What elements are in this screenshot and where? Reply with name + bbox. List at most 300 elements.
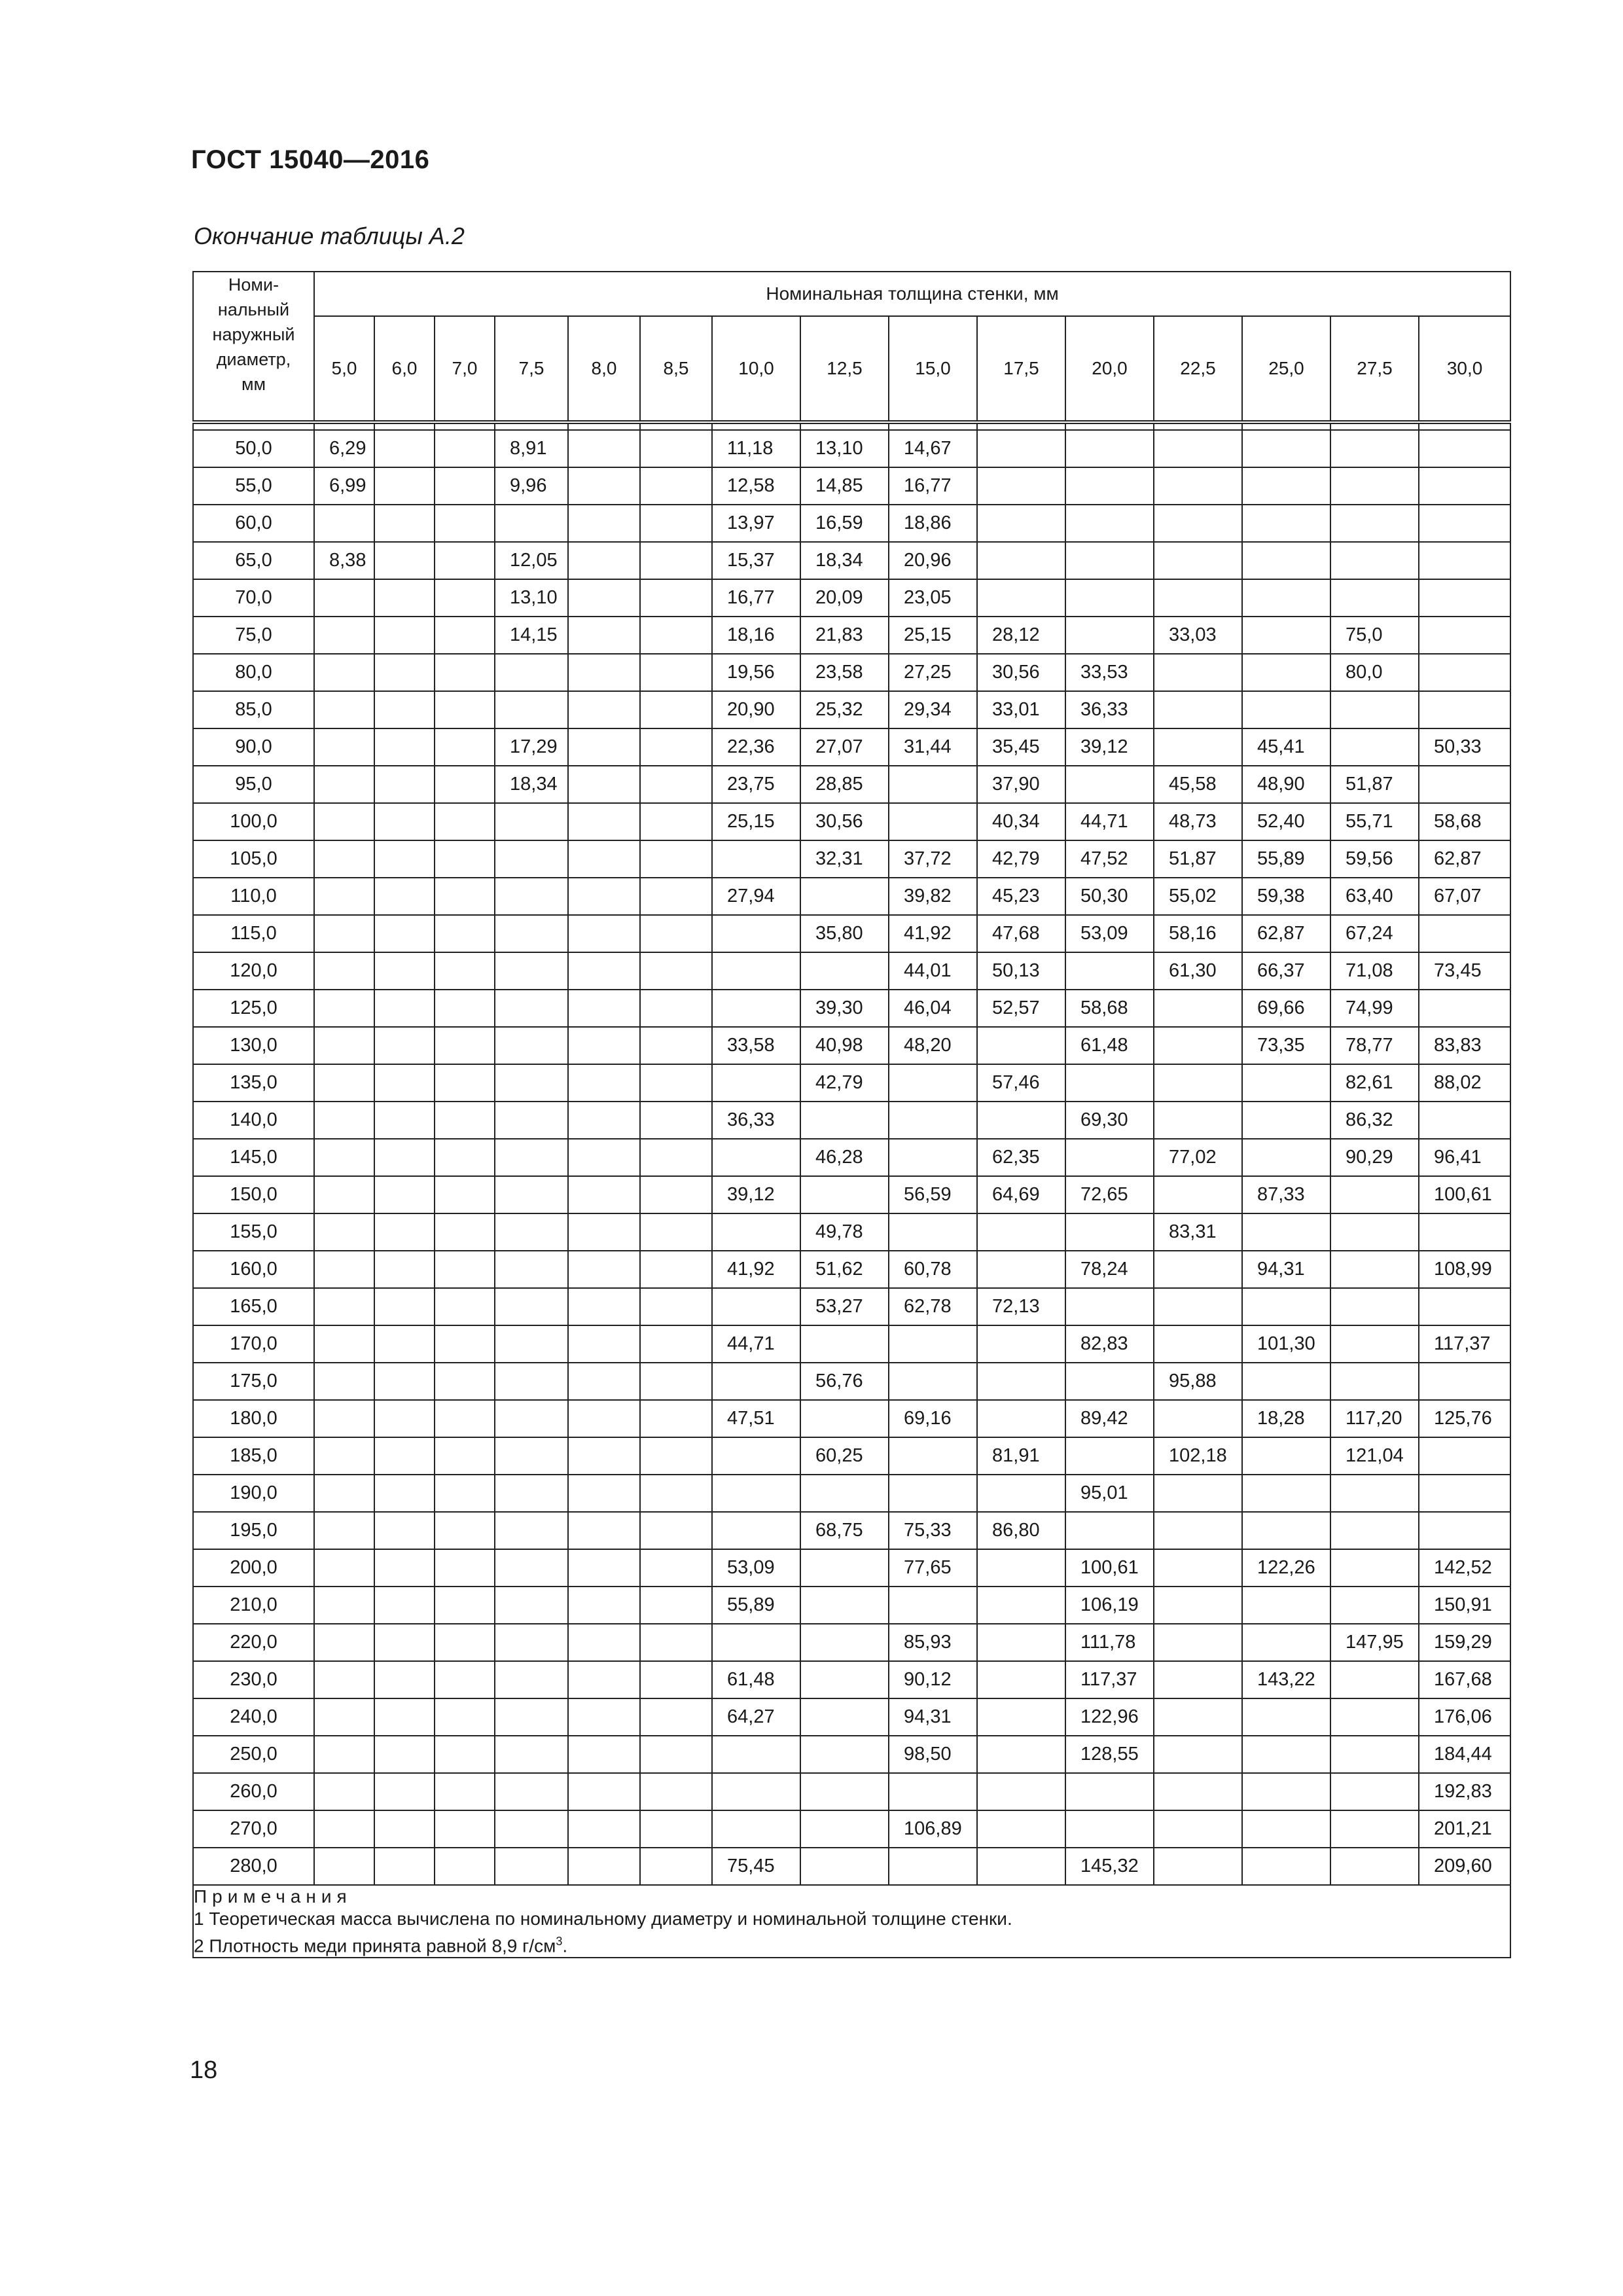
mass-cell: 74,99	[1330, 990, 1419, 1027]
mass-cell	[1419, 691, 1510, 728]
mass-cell: 61,30	[1154, 952, 1242, 990]
mass-cell	[800, 1176, 889, 1213]
mass-cell: 62,78	[889, 1288, 977, 1325]
separator-cell	[977, 422, 1065, 430]
note-2-superscript: 3	[556, 1935, 563, 1948]
mass-cell: 62,87	[1242, 915, 1330, 952]
mass-cell	[640, 766, 712, 803]
mass-cell	[495, 915, 568, 952]
mass-cell	[495, 1400, 568, 1437]
thickness-column-header: 15,0	[889, 316, 977, 422]
mass-cell	[1242, 1363, 1330, 1400]
mass-cell: 77,65	[889, 1549, 977, 1587]
mass-cell	[495, 1587, 568, 1624]
mass-cell	[1065, 505, 1154, 542]
diameter-cell: 85,0	[193, 691, 314, 728]
mass-cell	[977, 1475, 1065, 1512]
diameter-cell: 260,0	[193, 1773, 314, 1810]
mass-cell	[495, 1363, 568, 1400]
mass-cell	[435, 1064, 495, 1102]
diameter-cell: 60,0	[193, 505, 314, 542]
mass-cell	[568, 617, 640, 654]
mass-cell: 15,37	[712, 542, 800, 579]
separator-cell	[435, 422, 495, 430]
mass-cell	[314, 1251, 374, 1288]
mass-cell: 98,50	[889, 1736, 977, 1773]
mass-cell	[568, 1027, 640, 1064]
diameter-cell: 170,0	[193, 1325, 314, 1363]
mass-cell: 69,16	[889, 1400, 977, 1437]
mass-cell: 39,30	[800, 990, 889, 1027]
mass-cell	[374, 1437, 435, 1475]
mass-cell: 100,61	[1065, 1549, 1154, 1587]
mass-cell	[640, 691, 712, 728]
mass-cell: 73,45	[1419, 952, 1510, 990]
separator-cell	[1154, 422, 1242, 430]
mass-cell	[314, 1400, 374, 1437]
mass-cell: 53,09	[712, 1549, 800, 1587]
mass-cell	[1330, 579, 1419, 617]
mass-cell	[1154, 1325, 1242, 1363]
mass-cell: 37,90	[977, 766, 1065, 803]
table-row	[193, 766, 1510, 803]
mass-cell	[568, 1251, 640, 1288]
mass-cell: 31,44	[889, 728, 977, 766]
mass-cell	[977, 1848, 1065, 1885]
mass-cell	[495, 1102, 568, 1139]
mass-cell: 44,71	[1065, 803, 1154, 840]
mass-cell: 47,52	[1065, 840, 1154, 878]
mass-cell: 86,80	[977, 1512, 1065, 1549]
mass-cell	[435, 840, 495, 878]
mass-cell	[977, 1251, 1065, 1288]
mass-cell: 35,80	[800, 915, 889, 952]
table-row	[193, 1213, 1510, 1251]
mass-cell: 23,05	[889, 579, 977, 617]
diameter-cell: 240,0	[193, 1698, 314, 1736]
table-row	[193, 803, 1510, 840]
mass-cell	[435, 1288, 495, 1325]
mass-cell	[977, 1325, 1065, 1363]
mass-cell	[977, 1027, 1065, 1064]
mass-cell: 55,02	[1154, 878, 1242, 915]
separator-cell	[495, 422, 568, 430]
mass-cell	[1154, 691, 1242, 728]
mass-cell: 49,78	[800, 1213, 889, 1251]
mass-cell	[1242, 1512, 1330, 1549]
mass-cell	[1154, 1251, 1242, 1288]
mass-cell	[1330, 1810, 1419, 1848]
mass-cell	[568, 990, 640, 1027]
mass-cell	[712, 952, 800, 990]
mass-cell: 8,91	[495, 430, 568, 467]
mass-cell	[1330, 505, 1419, 542]
mass-cell	[568, 840, 640, 878]
mass-cell	[314, 1139, 374, 1176]
table-row	[193, 728, 1510, 766]
mass-cell	[435, 1736, 495, 1773]
mass-cell	[889, 1213, 977, 1251]
mass-cell	[374, 1139, 435, 1176]
mass-cell: 67,24	[1330, 915, 1419, 952]
mass-cell	[640, 1400, 712, 1437]
mass-cell: 90,12	[889, 1661, 977, 1698]
mass-cell	[1242, 1288, 1330, 1325]
thickness-column-header: 25,0	[1242, 316, 1330, 422]
mass-cell	[374, 1400, 435, 1437]
mass-cell	[712, 1810, 800, 1848]
mass-cell	[640, 1102, 712, 1139]
mass-cell	[374, 1363, 435, 1400]
mass-cell	[1065, 766, 1154, 803]
mass-cell	[374, 617, 435, 654]
mass-cell	[977, 1400, 1065, 1437]
mass-cell	[314, 1288, 374, 1325]
mass-cell: 101,30	[1242, 1325, 1330, 1363]
table-row	[193, 505, 1510, 542]
mass-cell: 33,03	[1154, 617, 1242, 654]
mass-cell: 16,59	[800, 505, 889, 542]
mass-cell	[568, 1736, 640, 1773]
mass-cell	[1242, 617, 1330, 654]
mass-cell: 39,82	[889, 878, 977, 915]
mass-cell	[977, 542, 1065, 579]
mass-cell	[374, 728, 435, 766]
table-row	[193, 1549, 1510, 1587]
mass-cell	[435, 1587, 495, 1624]
diameter-cell: 155,0	[193, 1213, 314, 1251]
mass-cell	[977, 1587, 1065, 1624]
mass-cell	[1419, 579, 1510, 617]
table-row	[193, 467, 1510, 505]
mass-cell	[800, 1325, 889, 1363]
diameter-cell: 105,0	[193, 840, 314, 878]
mass-cell	[314, 654, 374, 691]
mass-cell: 69,30	[1065, 1102, 1154, 1139]
mass-cell	[374, 766, 435, 803]
diameter-cell: 165,0	[193, 1288, 314, 1325]
mass-cell	[1330, 1475, 1419, 1512]
notes-title: Примечания	[194, 1886, 352, 1907]
mass-cell	[712, 1363, 800, 1400]
mass-cell: 39,12	[1065, 728, 1154, 766]
mass-cell	[1065, 952, 1154, 990]
mass-cell	[889, 1139, 977, 1176]
mass-cell	[314, 1773, 374, 1810]
mass-cell	[1065, 1363, 1154, 1400]
mass-cell	[1154, 1698, 1242, 1736]
mass-cell	[374, 1810, 435, 1848]
mass-cell: 88,02	[1419, 1064, 1510, 1102]
mass-cell: 64,27	[712, 1698, 800, 1736]
separator-cell	[889, 422, 977, 430]
mass-cell: 50,13	[977, 952, 1065, 990]
mass-cell	[435, 1698, 495, 1736]
mass-cell: 53,27	[800, 1288, 889, 1325]
mass-cell	[1154, 728, 1242, 766]
separator-cell	[374, 422, 435, 430]
mass-cell	[495, 1213, 568, 1251]
diameter-cell: 150,0	[193, 1176, 314, 1213]
mass-cell: 78,24	[1065, 1251, 1154, 1288]
mass-cell	[640, 1176, 712, 1213]
note-2	[194, 1930, 1510, 1957]
mass-cell: 39,12	[712, 1176, 800, 1213]
table-row	[193, 952, 1510, 990]
mass-cell	[1330, 691, 1419, 728]
mass-cell: 85,93	[889, 1624, 977, 1661]
mass-cell	[640, 1139, 712, 1176]
mass-cell: 16,77	[712, 579, 800, 617]
diameter-cell: 130,0	[193, 1027, 314, 1064]
mass-cell	[1330, 1288, 1419, 1325]
mass-cell	[374, 1475, 435, 1512]
mass-cell	[800, 1848, 889, 1885]
mass-cell	[1242, 1213, 1330, 1251]
mass-cell	[640, 1512, 712, 1549]
mass-cell	[435, 1624, 495, 1661]
mass-cell	[1065, 467, 1154, 505]
header-separator	[193, 422, 1510, 430]
mass-cell	[640, 617, 712, 654]
mass-cell	[495, 1698, 568, 1736]
mass-cell	[640, 1810, 712, 1848]
mass-cell: 55,89	[1242, 840, 1330, 878]
mass-cell	[568, 1773, 640, 1810]
table-row	[193, 430, 1510, 467]
mass-cell: 147,95	[1330, 1624, 1419, 1661]
mass-cell	[640, 1437, 712, 1475]
mass-cell	[1154, 505, 1242, 542]
mass-cell	[1242, 1848, 1330, 1885]
diameter-header-line: Номи-	[228, 275, 279, 295]
mass-cell	[568, 542, 640, 579]
diameter-cell: 125,0	[193, 990, 314, 1027]
mass-cell	[1065, 1139, 1154, 1176]
mass-cell	[314, 617, 374, 654]
mass-cell	[374, 1176, 435, 1213]
mass-cell	[435, 878, 495, 915]
mass-cell	[435, 766, 495, 803]
mass-cell	[435, 1549, 495, 1587]
mass-cell: 12,58	[712, 467, 800, 505]
diameter-cell: 115,0	[193, 915, 314, 952]
mass-cell	[712, 1512, 800, 1549]
mass-cell: 86,32	[1330, 1102, 1419, 1139]
mass-cell	[314, 1512, 374, 1549]
mass-cell	[435, 617, 495, 654]
mass-cell: 17,29	[495, 728, 568, 766]
mass-cell: 12,05	[495, 542, 568, 579]
mass-cell	[1419, 1475, 1510, 1512]
mass-cell	[977, 1773, 1065, 1810]
mass-cell	[435, 467, 495, 505]
mass-cell: 72,13	[977, 1288, 1065, 1325]
thickness-group-header: Номинальная толщина стенки, мм	[314, 272, 1510, 316]
mass-cell	[435, 952, 495, 990]
mass-cell	[568, 1810, 640, 1848]
mass-cell: 36,33	[712, 1102, 800, 1139]
note-2-tail: .	[562, 1935, 568, 1956]
mass-cell	[889, 1848, 977, 1885]
mass-cell: 67,07	[1419, 878, 1510, 915]
mass-cell	[1419, 1512, 1510, 1549]
mass-cell	[1154, 1027, 1242, 1064]
mass-cell	[568, 654, 640, 691]
mass-cell	[889, 803, 977, 840]
mass-cell	[1154, 1288, 1242, 1325]
mass-cell	[1242, 579, 1330, 617]
mass-cell	[640, 990, 712, 1027]
table-row	[193, 1064, 1510, 1102]
mass-cell	[800, 1102, 889, 1139]
mass-cell	[1330, 1661, 1419, 1698]
mass-cell: 27,07	[800, 728, 889, 766]
mass-cell: 100,61	[1419, 1176, 1510, 1213]
mass-cell	[374, 430, 435, 467]
mass-cell	[1154, 430, 1242, 467]
mass-cell: 32,31	[800, 840, 889, 878]
mass-cell: 33,58	[712, 1027, 800, 1064]
table-row	[193, 1773, 1510, 1810]
mass-cell	[1065, 617, 1154, 654]
mass-cell	[495, 1512, 568, 1549]
mass-cell	[568, 1848, 640, 1885]
mass-cell	[495, 1437, 568, 1475]
mass-cell	[1330, 1587, 1419, 1624]
diameter-cell: 135,0	[193, 1064, 314, 1102]
mass-cell	[374, 1736, 435, 1773]
thickness-column-header: 30,0	[1419, 316, 1510, 422]
mass-cell: 44,01	[889, 952, 977, 990]
table-row	[193, 691, 1510, 728]
table-row	[193, 1251, 1510, 1288]
mass-cell: 51,87	[1330, 766, 1419, 803]
mass-cell	[977, 430, 1065, 467]
mass-cell	[1242, 1698, 1330, 1736]
mass-cell	[495, 1773, 568, 1810]
mass-cell	[374, 579, 435, 617]
mass-cell	[568, 1176, 640, 1213]
mass-cell	[435, 990, 495, 1027]
mass-cell	[1330, 1176, 1419, 1213]
mass-cell	[1330, 1698, 1419, 1736]
mass-cell: 23,75	[712, 766, 800, 803]
mass-cell	[800, 1549, 889, 1587]
mass-cell	[435, 1102, 495, 1139]
mass-cell	[1154, 1176, 1242, 1213]
mass-cell: 66,37	[1242, 952, 1330, 990]
mass-cell	[1065, 1512, 1154, 1549]
mass-cell	[495, 840, 568, 878]
mass-cell	[435, 1139, 495, 1176]
mass-cell	[495, 1810, 568, 1848]
mass-cell	[495, 1176, 568, 1213]
diameter-cell: 90,0	[193, 728, 314, 766]
diameter-cell: 270,0	[193, 1810, 314, 1848]
thickness-column-header: 27,5	[1330, 316, 1419, 422]
diameter-cell: 100,0	[193, 803, 314, 840]
mass-cell: 14,85	[800, 467, 889, 505]
mass-cell	[314, 1698, 374, 1736]
mass-cell	[495, 691, 568, 728]
mass-cell	[374, 1587, 435, 1624]
mass-cell	[640, 1475, 712, 1512]
mass-cell	[1154, 1102, 1242, 1139]
mass-cell: 29,34	[889, 691, 977, 728]
mass-cell	[435, 1400, 495, 1437]
mass-cell	[435, 1661, 495, 1698]
mass-cell	[889, 1363, 977, 1400]
mass-cell	[435, 1512, 495, 1549]
mass-cell: 82,61	[1330, 1064, 1419, 1102]
mass-cell	[435, 803, 495, 840]
mass-cell	[640, 1736, 712, 1773]
mass-cell	[495, 990, 568, 1027]
mass-cell	[314, 1027, 374, 1064]
mass-cell	[889, 1102, 977, 1139]
mass-cell	[314, 1363, 374, 1400]
mass-cell	[495, 1736, 568, 1773]
diameter-cell: 185,0	[193, 1437, 314, 1475]
mass-cell	[314, 1325, 374, 1363]
mass-cell	[374, 1661, 435, 1698]
table-row	[193, 542, 1510, 579]
mass-cell	[568, 1064, 640, 1102]
mass-cell	[435, 1251, 495, 1288]
separator-cell	[712, 422, 800, 430]
mass-cell	[435, 505, 495, 542]
mass-cell: 117,37	[1419, 1325, 1510, 1363]
mass-cell: 108,99	[1419, 1251, 1510, 1288]
table-row	[193, 1624, 1510, 1661]
mass-cell	[640, 579, 712, 617]
mass-cell: 27,94	[712, 878, 800, 915]
table-container	[192, 271, 1511, 1958]
mass-cell: 80,0	[1330, 654, 1419, 691]
mass-cell: 44,71	[712, 1325, 800, 1363]
table-row	[193, 1698, 1510, 1736]
mass-cell	[1419, 1102, 1510, 1139]
mass-cell	[712, 1624, 800, 1661]
mass-cell	[314, 1661, 374, 1698]
mass-cell	[977, 579, 1065, 617]
table-row	[193, 1288, 1510, 1325]
mass-cell	[889, 1773, 977, 1810]
mass-cell	[568, 1698, 640, 1736]
table-row	[193, 579, 1510, 617]
mass-cell	[800, 1773, 889, 1810]
separator-cell	[1242, 422, 1330, 430]
diameter-cell: 55,0	[193, 467, 314, 505]
mass-cell	[640, 952, 712, 990]
mass-cell: 102,18	[1154, 1437, 1242, 1475]
mass-cell	[435, 1176, 495, 1213]
mass-cell: 145,32	[1065, 1848, 1154, 1885]
mass-cell	[1065, 579, 1154, 617]
diameter-cell: 160,0	[193, 1251, 314, 1288]
diameter-cell: 70,0	[193, 579, 314, 617]
table-row	[193, 840, 1510, 878]
mass-cell: 40,34	[977, 803, 1065, 840]
mass-cell	[568, 915, 640, 952]
mass-cell	[1242, 654, 1330, 691]
document-header: ГОСТ 15040—2016	[191, 145, 430, 174]
mass-cell	[1065, 1810, 1154, 1848]
mass-cell	[1242, 1810, 1330, 1848]
diameter-cell: 120,0	[193, 952, 314, 990]
mass-cell: 28,85	[800, 766, 889, 803]
